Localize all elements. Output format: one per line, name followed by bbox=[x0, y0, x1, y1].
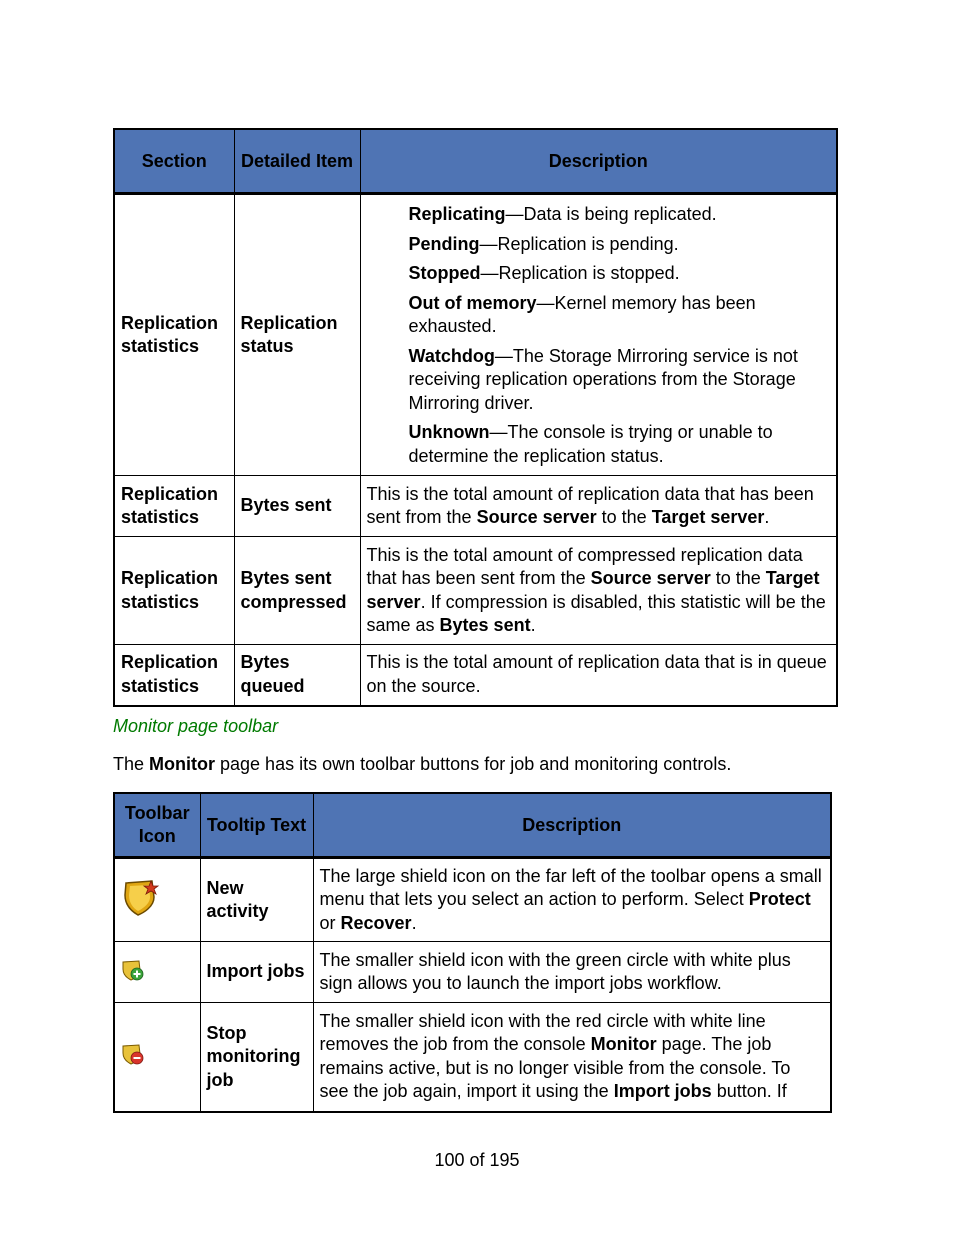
header-section: Section bbox=[114, 129, 234, 194]
table-row bbox=[114, 537, 837, 645]
section-cell: Replication statistics bbox=[114, 537, 234, 645]
status-entry: Watchdog—The Storage Mirroring service is not receiving replication operations from the Storage Mirroring driver. bbox=[408, 345, 798, 413]
table-row bbox=[114, 942, 831, 1003]
tooltip-cell: Stop monitoring job bbox=[200, 1003, 313, 1112]
page-number: 100 of 195 bbox=[434, 1150, 520, 1170]
icon-cell bbox=[114, 1003, 200, 1112]
header-description: Description bbox=[313, 793, 831, 858]
icon-cell bbox=[114, 858, 200, 942]
header-toolbar-icon: Toolbar Icon bbox=[114, 793, 200, 858]
description-cell: This is the total amount of replication data that is in queue on the source. bbox=[360, 645, 837, 706]
intro-paragraph: The Monitor page has its own toolbar buttons for job and monitoring controls. bbox=[113, 754, 732, 774]
description-cell: The large shield icon on the far left of the toolbar opens a small menu that lets you select an action to perform. Select Protect or Recover. bbox=[313, 858, 831, 942]
tooltip-cell: Import jobs bbox=[200, 942, 313, 1003]
table-row bbox=[114, 1003, 831, 1112]
description-cell: This is the total amount of replication data that has been sent from the Source server to the Target server. bbox=[360, 476, 837, 537]
status-entry: Unknown—The console is trying or unable to determine the replication status. bbox=[408, 422, 773, 466]
description-cell: The smaller shield icon with the red circle with white line removes the job from the console Monitor page. The job remains active, but is no longer visible from the console. To see the job again, import it using the Import jobs button. If bbox=[313, 1003, 831, 1112]
shield-red-minus-icon bbox=[121, 1042, 145, 1066]
shield-green-plus-icon bbox=[121, 958, 145, 982]
header-description: Description bbox=[360, 129, 837, 194]
item-cell: Bytes sent compressed bbox=[234, 537, 360, 645]
table-row bbox=[114, 476, 837, 537]
header-detailed-item: Detailed Item bbox=[234, 129, 360, 194]
status-entry: Pending—Replication is pending. bbox=[408, 233, 679, 254]
icon-cell bbox=[114, 942, 200, 1003]
table-row bbox=[114, 645, 837, 706]
header-tooltip-text: Tooltip Text bbox=[200, 793, 313, 858]
item-cell: Bytes queued bbox=[234, 645, 360, 706]
description-cell: The smaller shield icon with the green circle with white plus sign allows you to launch the import jobs workflow. bbox=[313, 942, 831, 1003]
item-cell: Replication status bbox=[234, 194, 360, 476]
toolbar-buttons-table bbox=[113, 792, 832, 1113]
shield-star-icon bbox=[121, 877, 161, 917]
section-cell: Replication statistics bbox=[114, 194, 234, 476]
item-cell: Bytes sent bbox=[234, 476, 360, 537]
section-cell: Replication statistics bbox=[114, 476, 234, 537]
table-row bbox=[114, 858, 831, 942]
status-list bbox=[360, 194, 837, 476]
status-entry: Replicating—Data is being replicated. bbox=[408, 204, 717, 224]
section-cell: Replication statistics bbox=[114, 645, 234, 706]
section-subheading: Monitor page toolbar bbox=[113, 716, 279, 736]
replication-statistics-table bbox=[113, 128, 838, 707]
status-entry: Stopped—Replication is stopped. bbox=[408, 263, 680, 283]
table-row bbox=[114, 194, 837, 476]
tooltip-cell: New activity bbox=[200, 858, 313, 942]
description-cell: This is the total amount of compressed replication data that has been sent from the Source server to the Target server. If compression is disabled, this statistic will be the same as Bytes sent. bbox=[360, 537, 837, 645]
status-entry: Out of memory—Kernel memory has been exhausted. bbox=[408, 292, 756, 336]
